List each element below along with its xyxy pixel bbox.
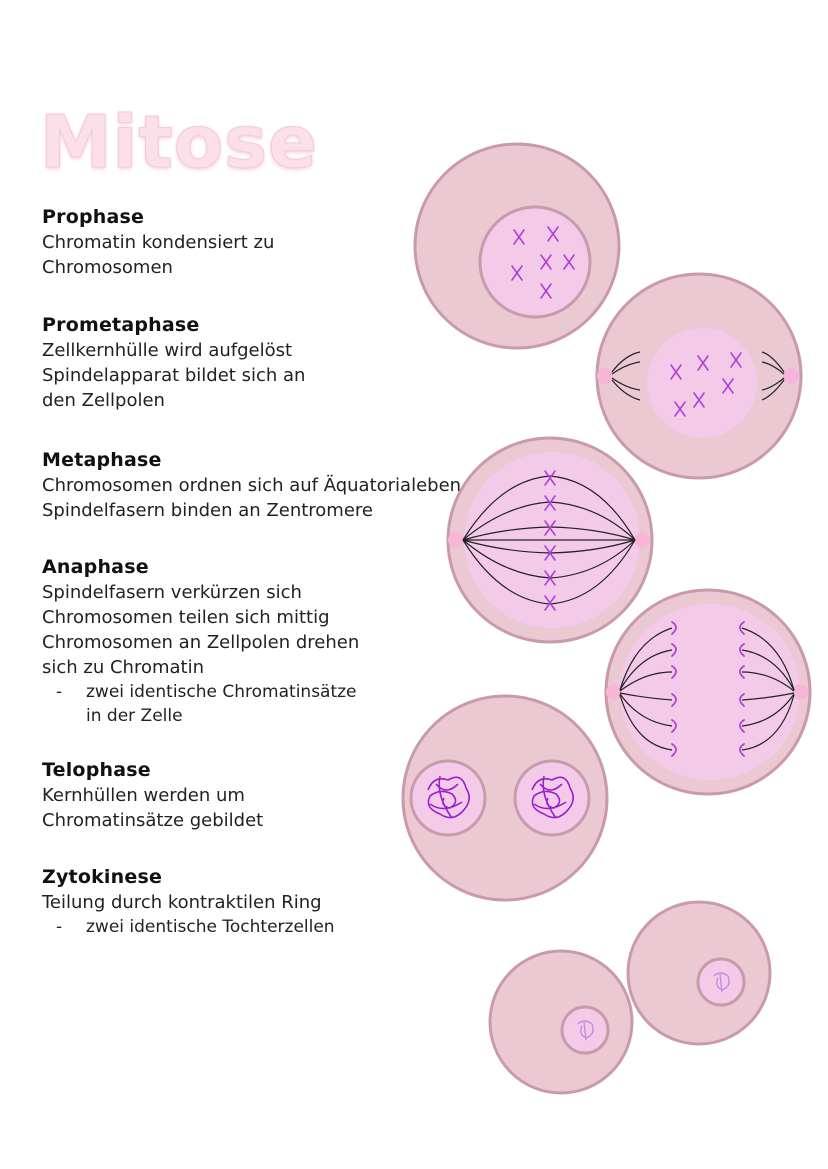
phase-text: sich zu Chromatin xyxy=(42,657,205,678)
centrosome xyxy=(597,368,613,384)
phase-text: Chromosomen xyxy=(42,257,173,278)
centrosome xyxy=(634,532,650,548)
bullet-text: zwei identische Chromatinsätze xyxy=(86,682,357,702)
cell-membrane xyxy=(490,951,632,1093)
prophase-cell xyxy=(415,144,619,348)
bullet-text: zwei identische Tochterzellen xyxy=(86,917,335,937)
phase-text: Spindelfasern verkürzen sich xyxy=(42,582,302,603)
anaphase-cell xyxy=(606,590,810,794)
phase-heading: Zytokinese xyxy=(42,866,163,888)
phase-heading: Anaphase xyxy=(42,556,149,578)
bullet-text: in der Zelle xyxy=(86,706,183,726)
centrosome xyxy=(448,532,464,548)
centrosome xyxy=(792,684,808,700)
daughter-cell xyxy=(490,951,632,1093)
phase-text: Teilung durch kontraktilen Ring xyxy=(42,892,322,913)
phase-text: Spindelapparat bildet sich an xyxy=(42,365,306,386)
phase-text: Kernhüllen werden um xyxy=(42,785,245,806)
phase-text: Chromatin kondensiert zu xyxy=(42,232,275,253)
prometaphase-cell xyxy=(597,274,801,478)
phase-text: Chromosomen ordnen sich auf Äquatorialeben xyxy=(42,475,462,496)
nucleus xyxy=(480,207,590,317)
phase-text: Chromosomen an Zellpolen drehen xyxy=(42,632,360,653)
nucleus xyxy=(411,761,485,835)
phase-text: Chromosomen teilen sich mittig xyxy=(42,607,330,628)
centrosome xyxy=(783,368,799,384)
dissolving-nucleus xyxy=(647,328,757,438)
centrosome xyxy=(606,684,622,700)
phase-text: Spindelfasern binden an Zentromere xyxy=(42,500,373,521)
cytoplasm xyxy=(620,604,800,780)
phase-heading: Metaphase xyxy=(42,449,162,471)
daughter-cell xyxy=(628,902,770,1044)
metaphase-cell xyxy=(448,438,652,642)
page-title: Mitose xyxy=(40,100,318,184)
phase-text: Chromatinsätze gebildet xyxy=(42,810,264,831)
bullet-dash: - xyxy=(56,917,63,937)
phase-text: den Zellpolen xyxy=(42,390,165,411)
phase-text: Zellkernhülle wird aufgelöst xyxy=(42,340,293,361)
phase-heading: Prophase xyxy=(42,206,145,228)
bullet-dash: - xyxy=(56,682,63,702)
nucleus xyxy=(515,761,589,835)
telophase-cell xyxy=(403,696,607,900)
phase-heading: Prometaphase xyxy=(42,314,200,336)
phase-heading: Telophase xyxy=(42,759,151,781)
